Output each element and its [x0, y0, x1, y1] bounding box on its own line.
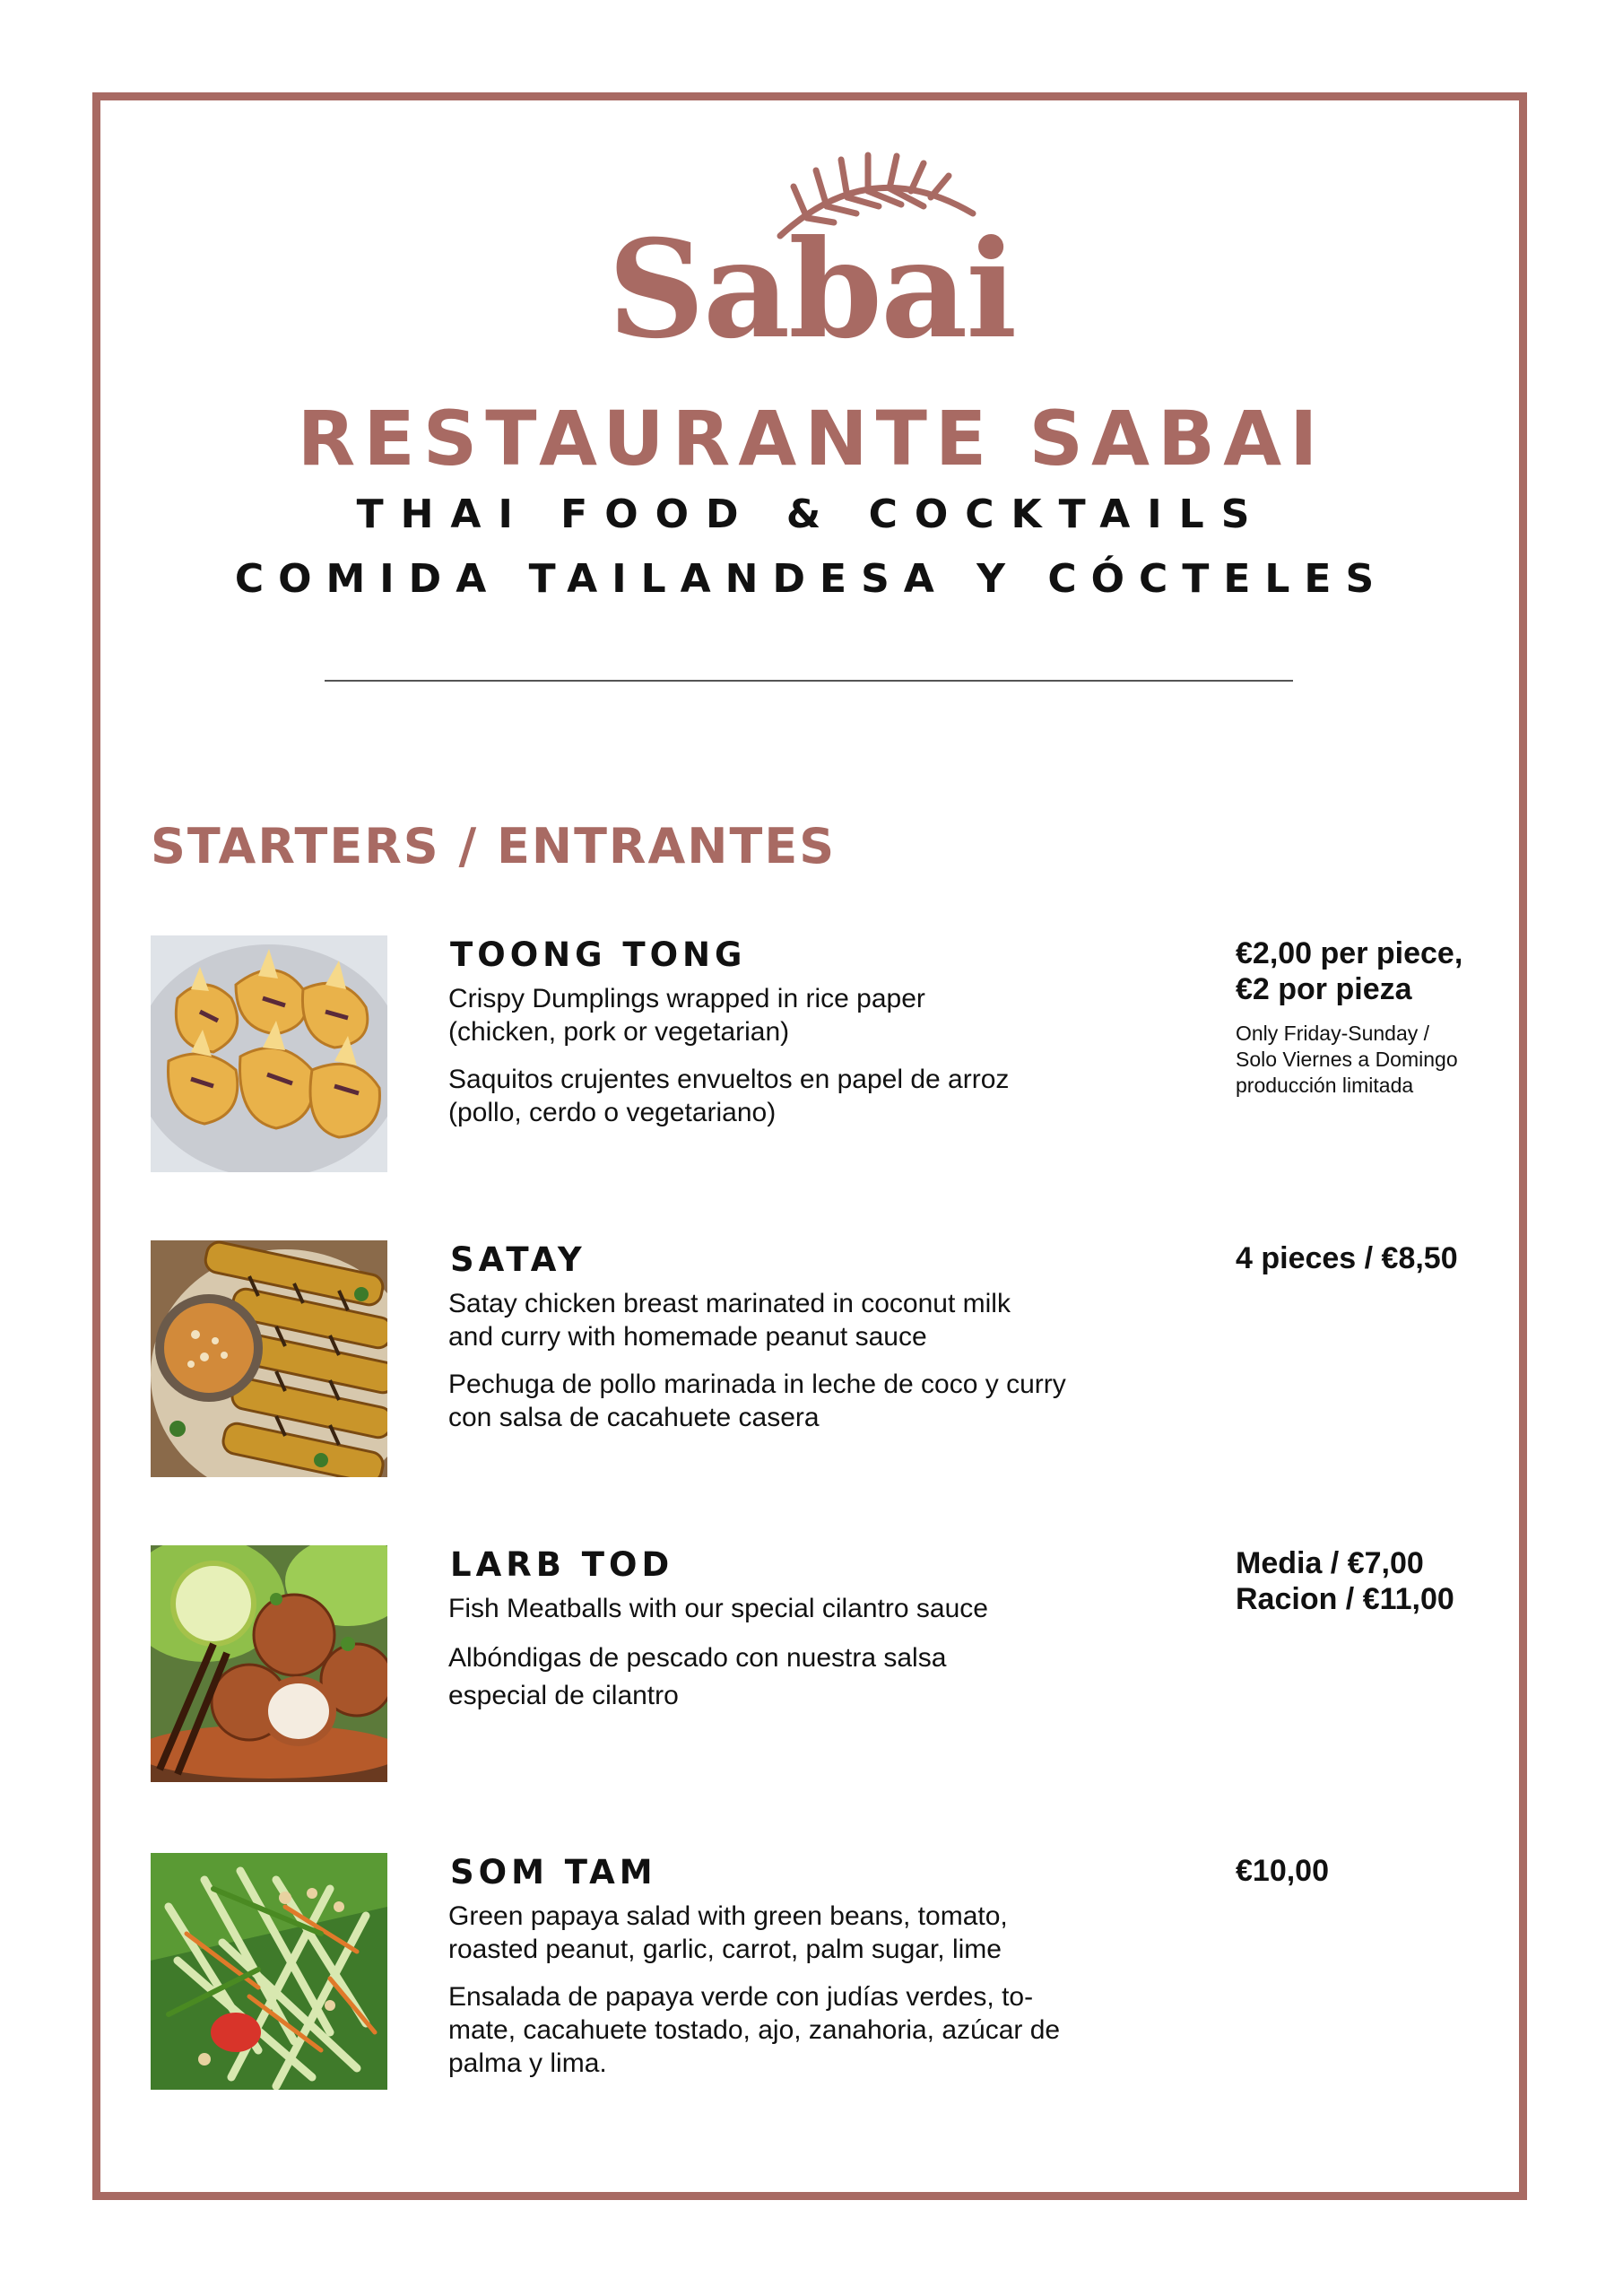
price-line: €10,00 [1236, 1854, 1329, 1888]
desc-es-line: (pollo, cerdo o vegetariano) [448, 1098, 777, 1127]
header-divider [325, 680, 1293, 682]
desc-es-line: Pechuga de pollo marinada in leche de coco y curry [448, 1370, 1066, 1399]
item-price [1236, 1853, 1523, 1889]
item-name: SATAY [450, 1240, 586, 1279]
price-line: €2 por pieza [1236, 972, 1412, 1006]
restaurant-title: RESTAURANTE SABAI [297, 395, 1326, 483]
item-price [1236, 935, 1523, 1007]
menu-item-larb-tod [0, 1545, 1623, 1787]
desc-en-line: (chicken, pork or vegetarian) [448, 1017, 790, 1047]
item-description [448, 982, 1130, 1129]
item-description [448, 1900, 1130, 2080]
subtitle-spanish: COMIDA TAILANDESA Y CÓCTELES [234, 556, 1389, 602]
menu-item-satay [0, 1240, 1623, 1483]
note-line: Solo Viernes a Domingo [1236, 1048, 1458, 1071]
papaya-salad-photo [151, 1853, 387, 2090]
item-name: SOM TAM [450, 1853, 657, 1892]
desc-en-line: Crispy Dumplings wrapped in rice paper [448, 984, 925, 1013]
desc-en-line: roasted peanut, garlic, carrot, palm sugar, lime [448, 1935, 1002, 1964]
item-name: TOONG TONG [450, 935, 747, 974]
desc-en-line: and curry with homemade peanut sauce [448, 1322, 927, 1352]
dumplings-photo [151, 935, 387, 1172]
desc-es-line: Saquitos crujentes envueltos en papel de arroz [448, 1065, 1010, 1094]
price-line: €2,00 per piece, [1236, 936, 1463, 970]
desc-en-line: Satay chicken breast marinated in coconut milk [448, 1289, 1011, 1318]
item-price [1236, 1240, 1523, 1276]
price-line: 4 pieces / €8,50 [1236, 1241, 1458, 1275]
desc-es-line: mate, cacahuete tostado, ajo, zanahoria, azúcar de [448, 2015, 1061, 2045]
item-price [1236, 1545, 1523, 1617]
desc-en-line: Green papaya salad with green beans, tomato, [448, 1901, 1008, 1931]
satay-photo [151, 1240, 387, 1477]
logo-wordmark: Sabai [607, 211, 1016, 369]
desc-en-line: Fish Meatballs with our special cilantro sauce [448, 1594, 988, 1623]
desc-es-line: palma y lima. [448, 2048, 607, 2078]
sabai-logo [607, 151, 1016, 369]
menu-item-toong-tong [0, 935, 1623, 1178]
fish-meatballs-photo [151, 1545, 387, 1782]
section-title-starters: STARTERS / ENTRANTES [151, 818, 837, 874]
desc-es-line: Albóndigas de pescado con nuestra salsa [448, 1643, 947, 1673]
item-description [448, 1592, 1130, 1715]
note-line: producción limitada [1236, 1074, 1414, 1097]
desc-es-line: especial de cilantro [448, 1681, 679, 1710]
price-line: Racion / €11,00 [1236, 1582, 1454, 1616]
item-name: LARB TOD [450, 1545, 674, 1584]
desc-es-line: Ensalada de papaya verde con judías verdes, to- [448, 1982, 1034, 2012]
desc-es-line: con salsa de cacahuete casera [448, 1403, 820, 1432]
subtitle-english: THAI FOOD & COCKTAILS [356, 491, 1267, 537]
availability-note [1236, 1021, 1523, 1099]
item-description [448, 1287, 1130, 1434]
menu-item-som-tam [0, 1853, 1623, 2095]
price-line: Media / €7,00 [1236, 1546, 1424, 1580]
note-line: Only Friday-Sunday / [1236, 1022, 1430, 1045]
